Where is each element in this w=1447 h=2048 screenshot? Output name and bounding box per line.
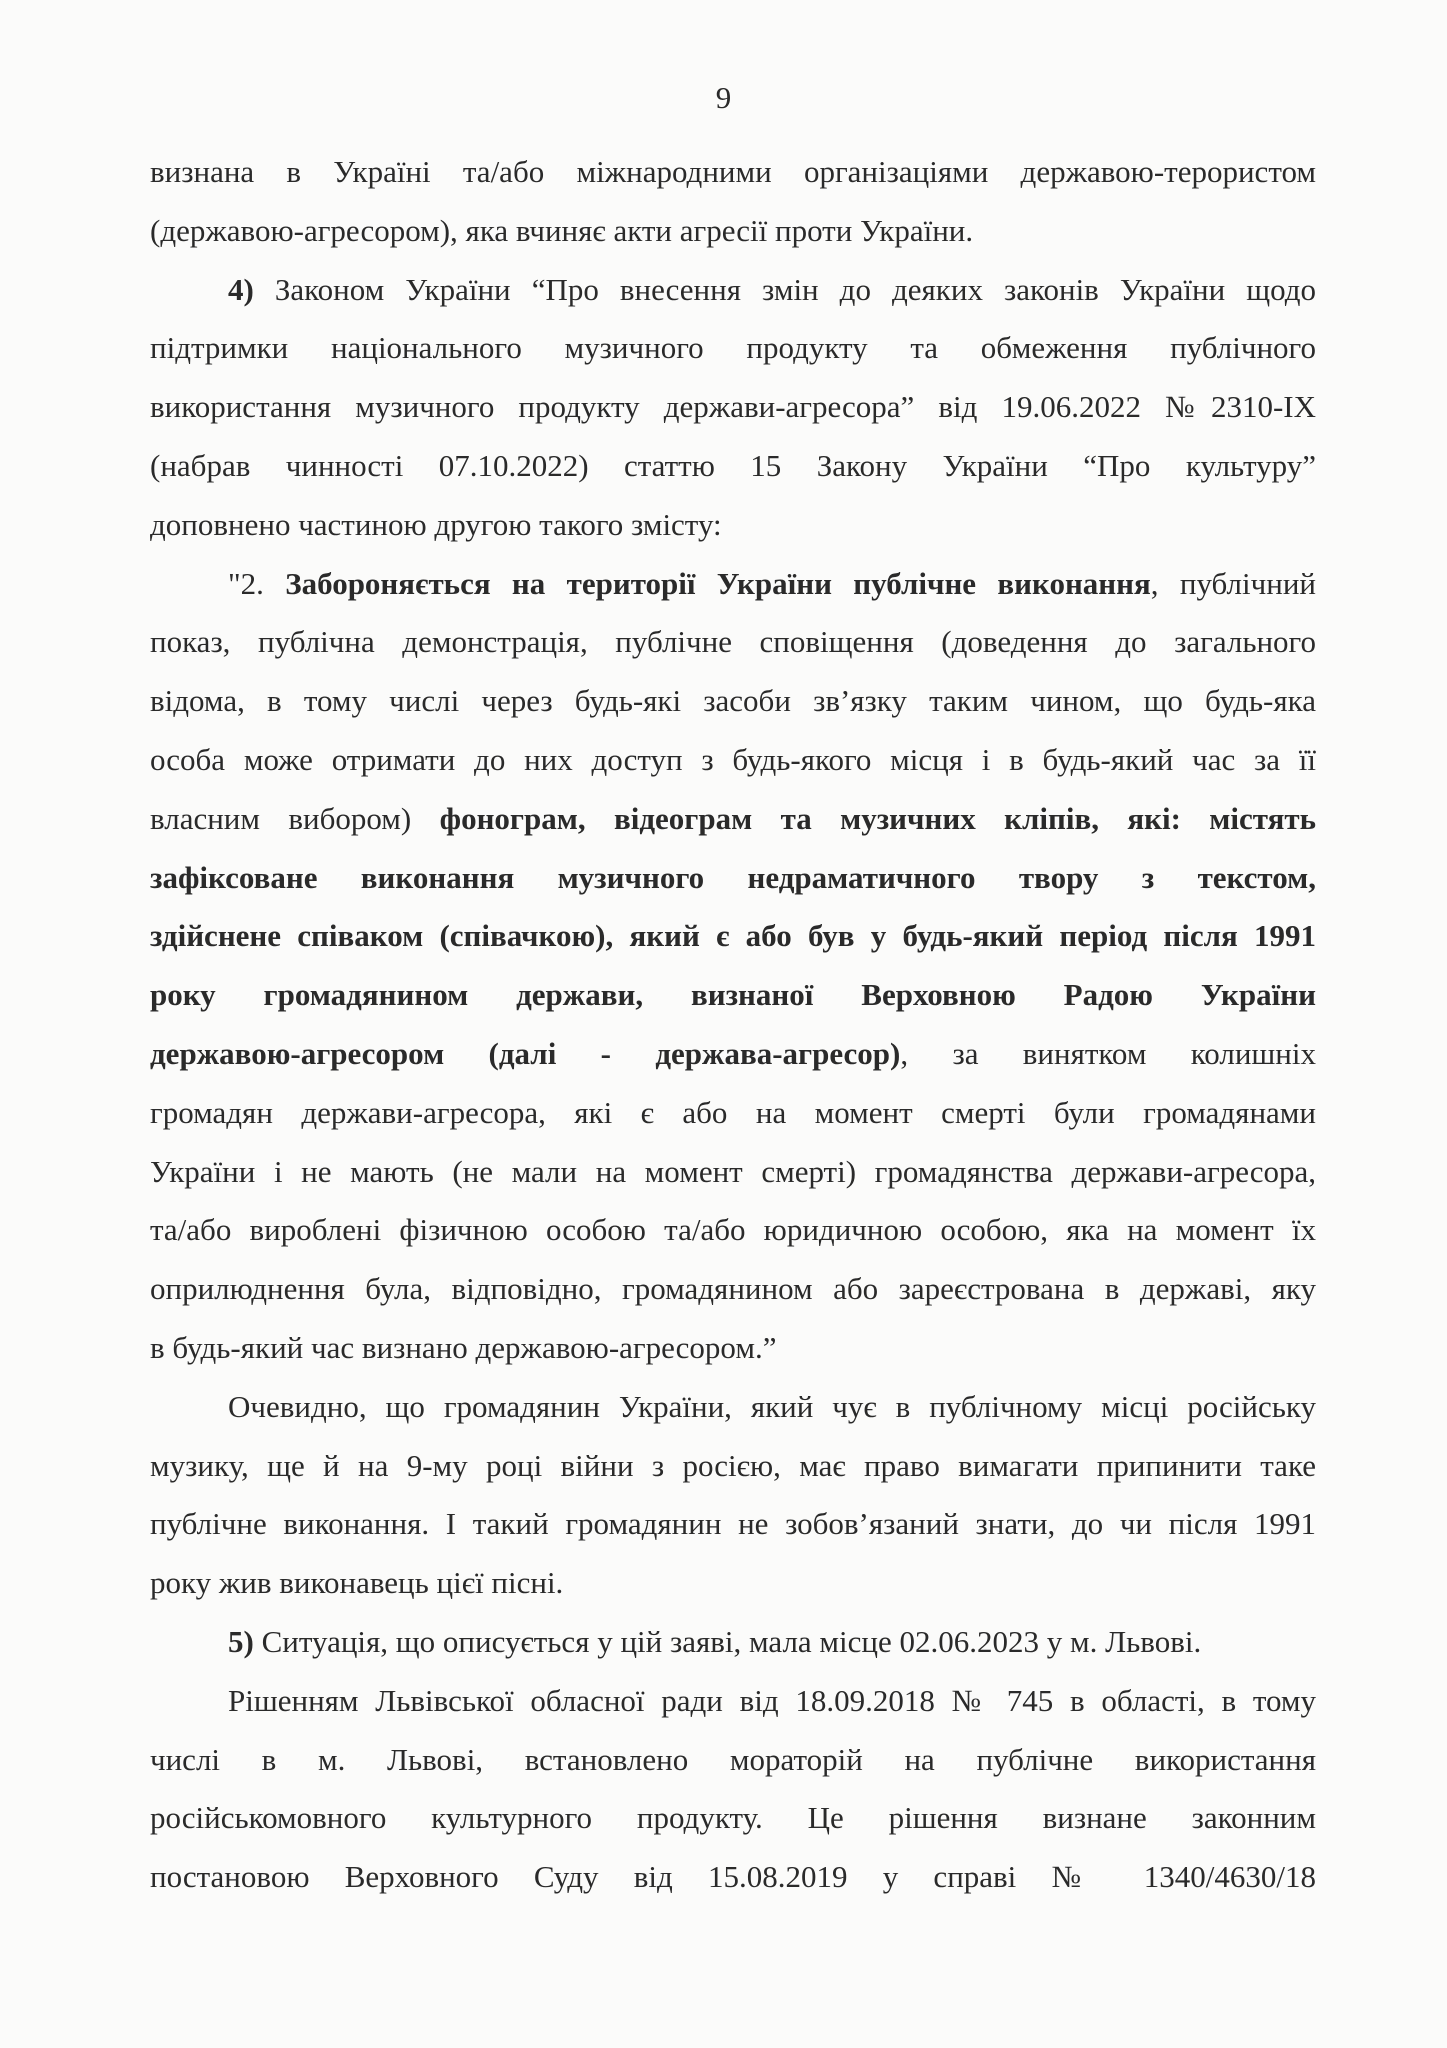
text-line: [150, 1502, 1316, 1561]
text-line: [150, 1561, 1316, 1620]
text-run: власним вибором): [150, 800, 440, 836]
text-run: України і не мають (не мали на момент смерті) громадянства держави-агресора,: [150, 1153, 1316, 1189]
bold-run: зафіксоване виконання музичного недраматичного твору з текстом,: [150, 859, 1316, 895]
item-number: 4): [228, 271, 254, 307]
text-run: Очевидно, що громадянин України, який чує в публічному місці російську: [228, 1388, 1316, 1424]
text-run: російськомовного культурного продукту. Це рішення визнане законним: [150, 1800, 1316, 1836]
text-line: [150, 503, 1316, 562]
bold-run: Забороняється на території України публічне виконання: [285, 565, 1151, 601]
text-run: в будь-який час визнано державою-агресором.”: [150, 1329, 777, 1365]
text-run: особа може отримати до них доступ з будь-якого місця і в будь-який час за її: [150, 741, 1316, 777]
text-line: [150, 1385, 1316, 1444]
text-run: Ситуація, що описується у цій заяві, мала місце 02.06.2023 у м. Львові.: [253, 1623, 1202, 1659]
text-run: числі в м. Львові, встановлено мораторій на публічне використання: [150, 1741, 1316, 1777]
text-line: [150, 385, 1316, 444]
text-run: (набрав чинності 07.10.2022) статтю 15 Закону України “Про культуру”: [150, 447, 1316, 483]
bold-run: фонограм, відеограм та музичних кліпів, які: містять: [439, 800, 1316, 836]
text-run: публічне виконання. І такий громадянин не зобов’язаний знати, до чи після 1991: [150, 1506, 1316, 1542]
text-run: постановою Верховного Суду від 15.08.2019 у справі № 1340/4630/18: [150, 1859, 1316, 1895]
bold-run: року громадянином держави, визнаної Верховною Радою України: [150, 977, 1316, 1013]
text-line: [150, 1326, 1316, 1385]
item-number: 5): [228, 1623, 254, 1659]
page-number: 9: [715, 80, 732, 115]
text-run: доповнено частиною другою такого змісту:: [150, 506, 722, 542]
text-run: показ, публічна демонстрація, публічне сповіщення (доведення до загального: [150, 624, 1316, 660]
text-run: визнана в Україні та/або міжнародними організаціями державою-терористом: [150, 154, 1316, 189]
text-run: "2.: [228, 565, 286, 601]
text-line: [150, 1855, 1316, 1914]
text-line: [150, 679, 1316, 738]
text-run: громадян держави-агресора, які є або на момент смерті були громадянами: [150, 1094, 1316, 1130]
text-line: [150, 1091, 1316, 1150]
text-line: [150, 856, 1316, 915]
text-line: [150, 209, 1316, 268]
text-line: [150, 326, 1316, 385]
text-line: [150, 1208, 1316, 1267]
bold-run: державою-агресором (далі - держава-агресор): [150, 1035, 901, 1071]
text-run: (державою-агресором), яка вчиняє акти агресії проти України.: [150, 212, 974, 248]
text-line: [150, 914, 1316, 973]
text-line: [150, 797, 1316, 856]
text-run: Рішенням Львівської обласної ради від 18.09.2018 № 745 в області, в тому: [228, 1682, 1316, 1718]
text-line: [150, 1444, 1316, 1503]
text-line: [150, 1267, 1316, 1326]
text-run: Законом України “Про внесення змін до деяких законів України щодо: [253, 271, 1316, 307]
text-run: використання музичного продукту держави-агресора” від 19.06.2022 №2310-IX: [150, 389, 1316, 425]
bold-run: здійснене співаком (співачкою), який є або був у будь-який період після 1991: [150, 918, 1316, 954]
text-line: [150, 1620, 1316, 1679]
text-line: [150, 1150, 1316, 1209]
text-line: [150, 150, 1316, 209]
text-run: підтримки національного музичного продукту та обмеження публічного: [150, 330, 1316, 366]
text-line: [150, 444, 1316, 503]
text-run: , за винятком колишніх: [900, 1035, 1316, 1071]
document-body: [150, 150, 1316, 1914]
text-run: року жив виконавець цієї пісні.: [150, 1565, 564, 1601]
text-line: [150, 268, 1316, 327]
text-line: [150, 973, 1316, 1032]
text-line: [150, 1679, 1316, 1738]
text-line: [150, 620, 1316, 679]
text-line: [150, 562, 1316, 621]
text-run: та/або вироблені фізичною особою та/або юридичною особою, яка на момент їх: [150, 1212, 1316, 1248]
text-line: [150, 1796, 1316, 1855]
text-line: [150, 1032, 1316, 1091]
text-run: , публічний: [1150, 565, 1316, 601]
text-run: відома, в тому числі через будь-які засоби зв’язку таким чином, що будь-яка: [150, 683, 1316, 719]
text-run: оприлюднення була, відповідно, громадянином або зареєстрована в державі, яку: [150, 1271, 1316, 1307]
text-run: музику, ще й на 9-му році війни з росією, має право вимагати припинити таке: [150, 1447, 1316, 1483]
text-line: [150, 1738, 1316, 1797]
text-line: [150, 738, 1316, 797]
